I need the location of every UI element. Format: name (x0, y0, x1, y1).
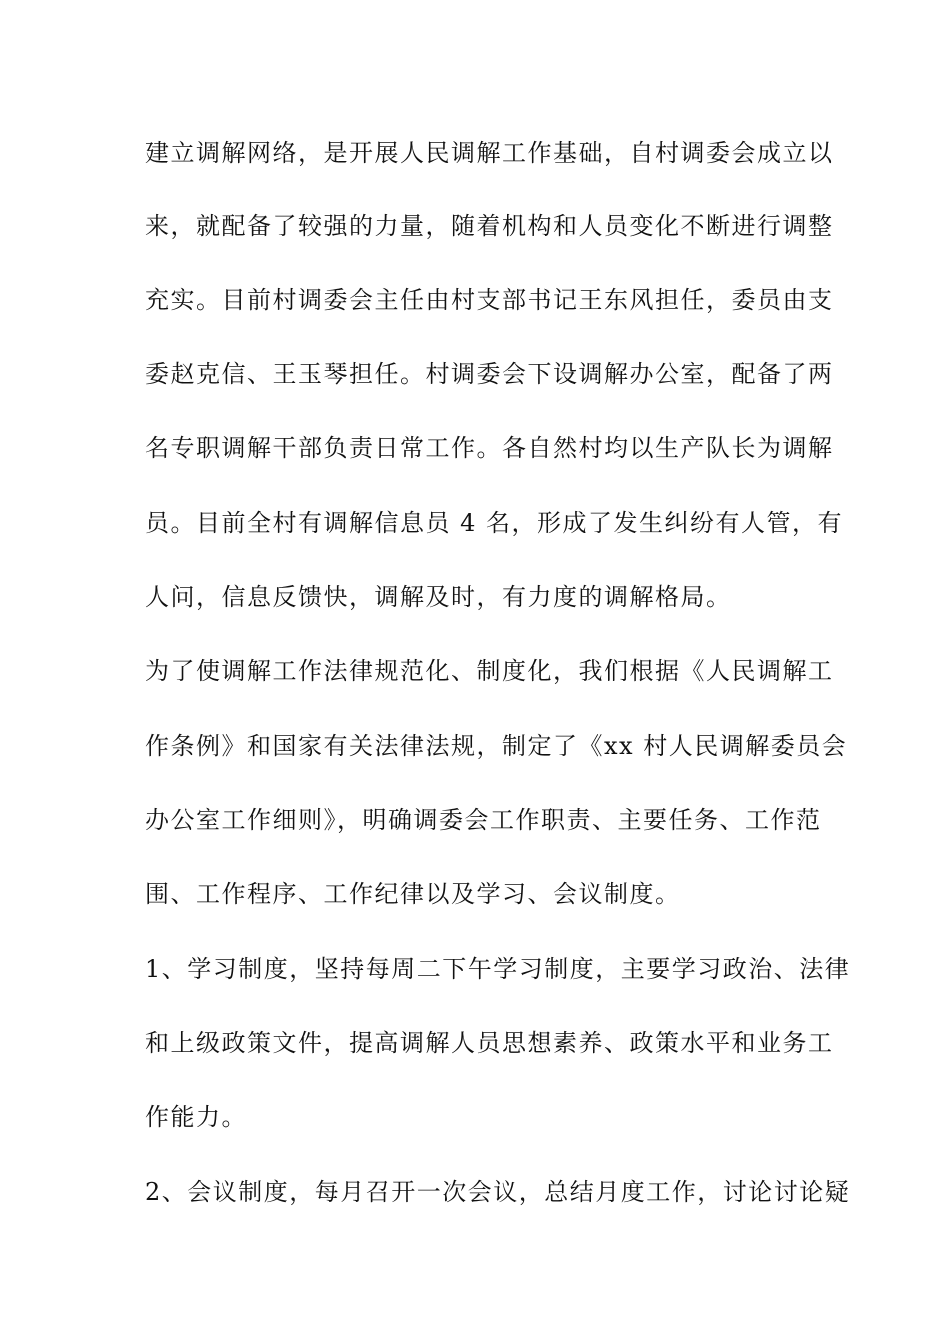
text-line: 员。目前全村有调解信息员 4 名，形成了发生纠纷有人管，有 (145, 509, 844, 537)
text-line: 和上级政策文件，提高调解人员思想素养、政策水平和业务工 (145, 1029, 834, 1057)
text-line: 作条例》和国家有关法律法规，制定了《xx 村人民调解委员会 (145, 732, 848, 760)
text-line: 围、工作程序、工作纪律以及学习、会议制度。 (145, 880, 681, 908)
text-line: 人问，信息反馈快，调解及时，有力度的调解格局。 (145, 583, 732, 611)
text-line: 名专职调解干部负责日常工作。各自然村均以生产队长为调解 (145, 434, 834, 462)
text-line: 2、会议制度，每月召开一次会议，总结月度工作，讨论讨论疑 (145, 1178, 851, 1206)
text-line: 来，就配备了较强的力量，随着机构和人员变化不断进行调整 (145, 212, 834, 240)
text-line: 作能力。 (145, 1103, 247, 1131)
text-line: 建立调解网络，是开展人民调解工作基础，自村调委会成立以 (145, 139, 834, 167)
text-line: 充实。目前村调委会主任由村支部书记王东风担任，委员由支 (145, 286, 834, 314)
text-line: 委赵克信、王玉琴担任。村调委会下设调解办公室，配备了两 (145, 360, 834, 388)
text-line: 1、学习制度，坚持每周二下午学习制度，主要学习政治、法律 (145, 955, 851, 983)
text-line: 为了使调解工作法律规范化、制度化，我们根据《人民调解工 (145, 657, 834, 685)
text-line: 办公室工作细则》，明确调委会工作职责、主要任务、工作范 (145, 806, 822, 834)
